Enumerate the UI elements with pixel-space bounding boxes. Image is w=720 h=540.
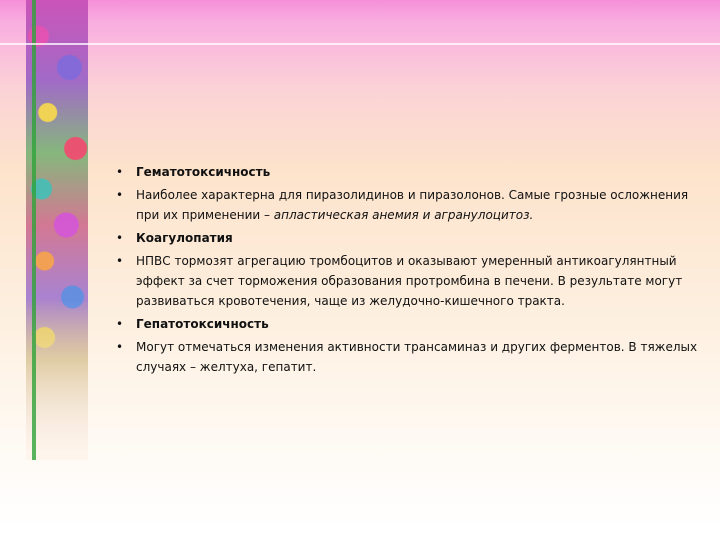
bullet-list <box>116 162 706 377</box>
bullet-item <box>116 185 706 225</box>
bullet-item <box>116 251 706 311</box>
decorative-horizontal-line <box>0 43 720 45</box>
bullet-heading-hepatotoxicity: Гепатотоксичность <box>136 317 269 331</box>
bullet-heading-coagulopathy: Коагулопатия <box>136 231 233 245</box>
bullet-heading-hematotoxicity: Гематотоксичность <box>136 165 271 179</box>
bullet-item <box>116 314 706 334</box>
bullet-text: НПВС тормозят агрегацию тромбоцитов и оказывают умеренный антикоагулянтный эффект за счет торможения образования протромбина в печени. В результате могут развиваться кровотечения, чаще из желудочно-кишечного тракта. <box>136 254 683 308</box>
bullet-item <box>116 228 706 248</box>
bullet-item <box>116 337 706 377</box>
slide-content <box>116 162 706 380</box>
bullet-text: Могут отмечаться изменения активности трансаминаз и других ферментов. В тяжелых случаях – желтуха, гепатит. <box>136 340 698 374</box>
bullet-text: Наиболее характерна для пиразолидинов и пиразолонов. Самые грозные осложнения при их применении – <box>136 188 689 222</box>
bullet-text-italic: апластическая анемия и агранулоцитоз. <box>273 208 534 222</box>
decorative-vertical-line <box>32 0 36 460</box>
bullet-item <box>116 162 706 182</box>
